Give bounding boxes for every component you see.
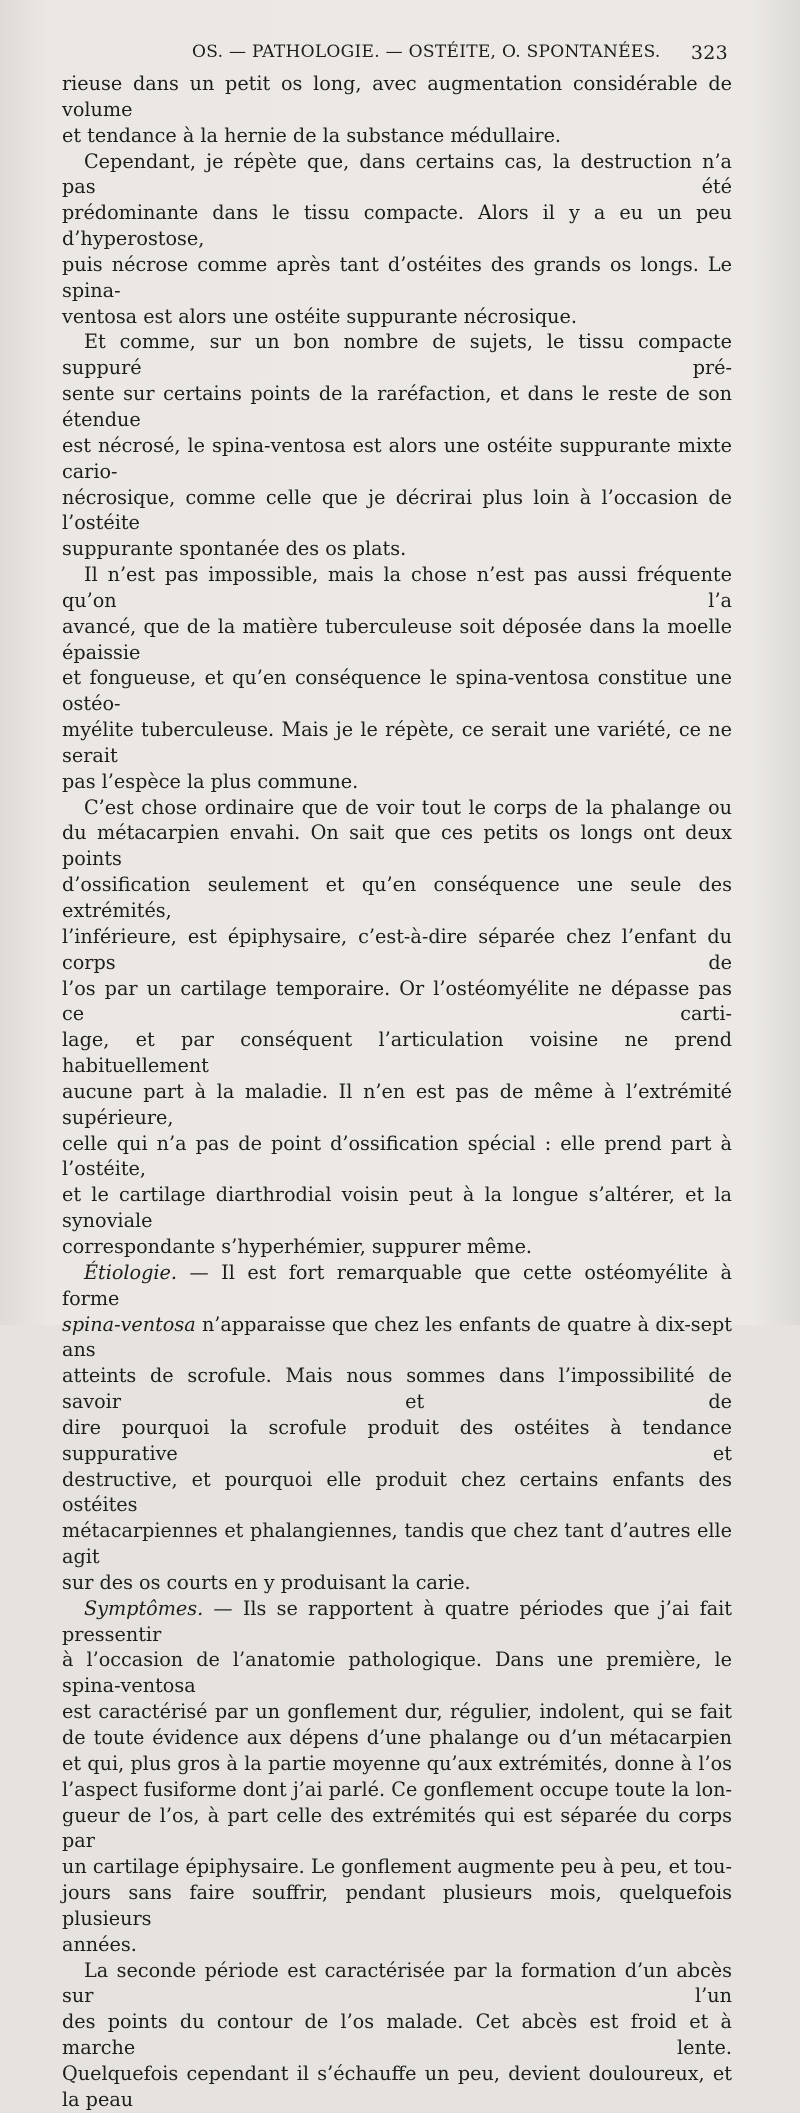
text-line: celle qui n’a pas de point d’ossification spécial : elle prend part à l’ostéite, <box>62 1131 732 1181</box>
body-text <box>62 71 732 2113</box>
text-line: à l’occasion de l’anatomie pathologique. Dans une première, le spina-ventosa <box>62 1648 732 1698</box>
text-line: pas l’espèce la plus commune. <box>62 769 359 793</box>
section-heading: Étiologie. <box>84 1260 177 1284</box>
text-line: sur des os courts en y produisant la carie. <box>62 1570 471 1594</box>
text-line: ventosa est alors une ostéite suppurante nécrosique. <box>62 304 577 328</box>
text-line: de toute évidence aux dépens d’une phalange ou d’un métacarpien <box>62 1726 732 1749</box>
text-line: l’aspect fusiforme dont j’ai parlé. Ce gonflement occupe toute la lon- <box>62 1777 732 1801</box>
text-line: myélite tuberculeuse. Mais je le répète, ce serait une variété, ce ne serait <box>62 718 732 767</box>
text-line: sente sur certains points de la raréfaction, et dans le reste de son étendue <box>62 382 732 431</box>
text-line: spina-ventosa n’apparaisse que chez les enfants de quatre à dix-sept ans <box>62 1312 732 1362</box>
text-line: correspondante s’hyperhémier, suppurer même. <box>62 1234 533 1258</box>
text-line: prédominante dans le tissu compacte. Alors il y a eu un peu d’hyperostose, <box>62 201 732 251</box>
text-line: Il n’est pas impossible, mais la chose n’est pas aussi fréquente qu’on l’a <box>62 563 732 612</box>
text-line: des points du contour de l’os malade. Cet abcès est froid et à marche lente. <box>62 2010 732 2060</box>
text-line: Symptômes. — Ils se rapportent à quatre périodes que j’ai fait pressentir <box>62 1596 732 1646</box>
text-line: un cartilage épiphysaire. Le gonflement augmente peu à peu, et tou- <box>62 1855 732 1879</box>
text-line: et tendance à la hernie de la substance médullaire. <box>62 123 562 147</box>
running-title: OS. — PATHOLOGIE. — OSTÉITE, O. SPONTANÉES. <box>192 42 661 62</box>
text-line: nécrosique, comme celle que je décrirai plus loin à l’occasion de l’ostéite <box>62 485 732 535</box>
text-line: suppurante spontanée des os plats. <box>62 537 407 561</box>
text-line: l’os par un cartilage temporaire. Or l’ostéomyélite ne dépasse pas ce carti- <box>62 976 732 1026</box>
text-line: et le cartilage diarthrodial voisin peut à la longue s’altérer, et la synoviale <box>62 1183 732 1233</box>
text-line: dire pourquoi la scrofule produit des ostéites à tendance suppurative et <box>62 1415 732 1465</box>
text-line: gueur de l’os, à part celle des extrémités qui est séparée du corps par <box>62 1803 732 1853</box>
section-heading: Symptômes. <box>84 1596 204 1620</box>
text-line: avancé, que de la matière tuberculeuse soit déposée dans la moelle épaissie <box>62 614 732 664</box>
text-line: aucune part à la maladie. Il n’en est pas de même à l’extrémité supérieure, <box>62 1079 732 1129</box>
text-line: l’inférieure, est épiphysaire, c’est-à-dire séparée chez l’enfant du corps de <box>62 924 732 974</box>
text-line: métacarpiennes et phalangiennes, tandis que chez tant d’autres elle agit <box>62 1519 732 1569</box>
text-line: est caractérisé par un gonflement dur, régulier, indolent, qui se fait <box>62 1700 732 1724</box>
text-line: atteints de scrofule. Mais nous sommes dans l’impossibilité de savoir et de <box>62 1364 732 1414</box>
text-line: est nécrosé, le spina-ventosa est alors une ostéite suppurante mixte cario- <box>62 433 732 483</box>
text-line: La seconde période est caractérisée par la formation d’un abcès sur l’un <box>62 1958 732 2008</box>
text-line: puis nécrose comme après tant d’ostéites des grands os longs. Le spina- <box>62 252 732 302</box>
text-line: d’ossification seulement et qu’en conséquence une seule des extrémités, <box>62 873 732 922</box>
text-line: Étiologie. — Il est fort remarquable que cette ostéomyélite à forme <box>62 1260 732 1310</box>
text-line: et qui, plus gros à la partie moyenne qu’aux extrémités, donne à l’os <box>62 1751 732 1775</box>
text-line: destructive, et pourquoi elle produit chez certains enfants des ostéites <box>62 1467 732 1517</box>
text-line: Quelquefois cependant il s’échauffe un peu, devient douloureux, et la peau <box>62 2061 732 2111</box>
text-line: Et comme, sur un bon nombre de sujets, le tissu compacte suppuré pré- <box>62 330 732 380</box>
running-header <box>62 40 732 68</box>
text-line: C’est chose ordinaire que de voir tout le corps de la phalange ou <box>84 795 732 819</box>
text-line: années. <box>62 1932 137 1956</box>
text-line: lage, et par conséquent l’articulation voisine ne prend habituellement <box>62 1028 732 1078</box>
text-line: et fongueuse, et qu’en conséquence le spina-ventosa constitue une ostéo- <box>62 666 732 716</box>
italic-term: spina-ventosa <box>62 1312 196 1336</box>
text-line: du métacarpien envahi. On sait que ces petits os longs ont deux points <box>62 821 732 871</box>
text-line: Cependant, je répète que, dans certains cas, la destruction n’a pas été <box>62 149 732 199</box>
text-line: jours sans faire souffrir, pendant plusieurs mois, quelquefois plusieurs <box>62 1881 732 1930</box>
text-line: rieuse dans un petit os long, avec augmentation considérable de volume <box>62 72 732 121</box>
page-number: 323 <box>690 42 728 64</box>
